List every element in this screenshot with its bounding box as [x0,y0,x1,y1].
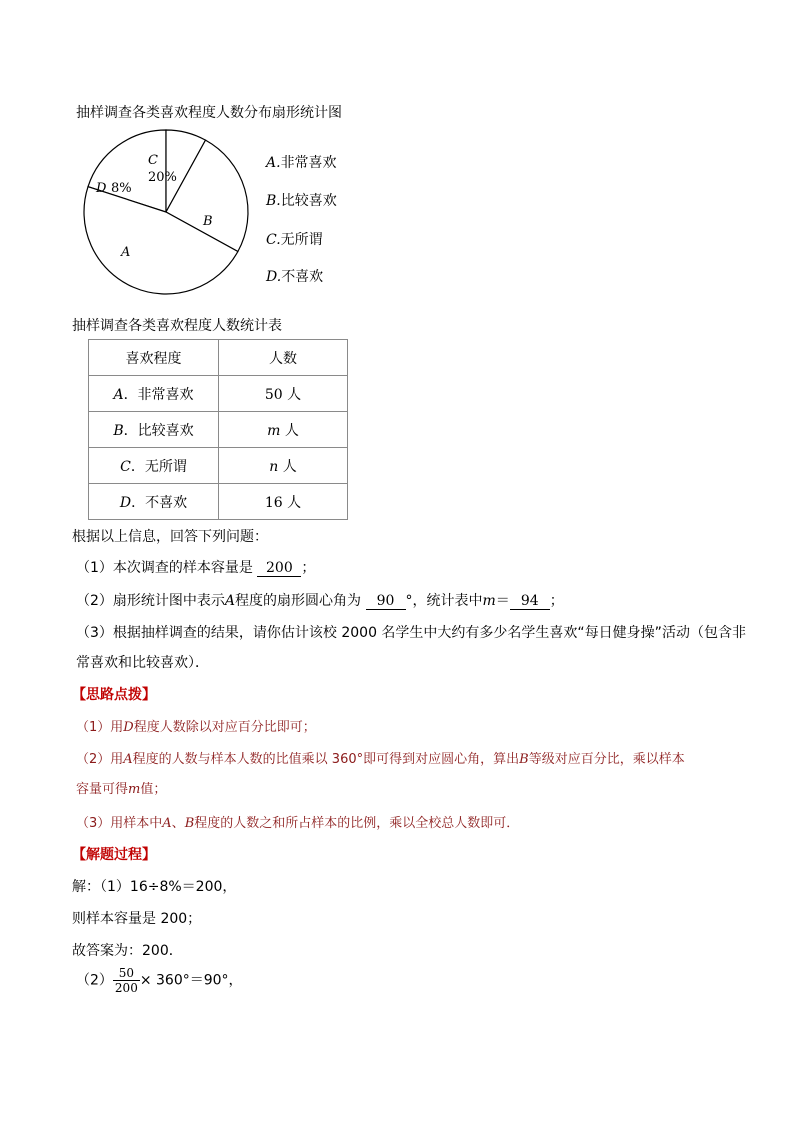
hint-2-line-1: （2）用A程度的人数与样本人数的比值乘以 360°即可得到对应圆心角，算出B等级对应百分比，乘以样本 [76,752,685,767]
table-cell-level: C．无所谓 [89,448,219,484]
table-header-row [89,340,348,376]
table-cell-count: 16 人 [219,484,348,520]
answer-2b: 94 [510,594,550,610]
table-cell-level: D．不喜欢 [89,484,219,520]
table-cell-level: B．比较喜欢 [89,412,219,448]
solution-line-2: 则样本容量是 200； [72,911,202,927]
table-header-level: 喜欢程度 [89,340,219,376]
pie-label-a: A [121,245,131,260]
table-cell-count: m 人 [219,412,348,448]
legend-item-a: A.非常喜欢 [266,155,337,171]
question-2: （2）扇形统计图中表示A程度的扇形圆心角为 90 °，统计表中m＝ 94 ； [76,593,564,609]
table-cell-count: n 人 [219,448,348,484]
table-row [89,448,348,484]
pie-label-c: C [148,153,158,168]
table-row [89,412,348,448]
solution-line-1: 解：（1）16÷8%＝200， [72,879,237,895]
hint-2-line-2: 容量可得m值； [76,782,167,797]
stats-table [88,339,348,520]
table-row [89,376,348,412]
pie-label-d: D [96,181,107,196]
pie-label-d-percent: 8% [111,181,132,196]
intro-text: 根据以上信息，回答下列问题： [72,529,268,545]
solution-heading: 【解题过程】 [72,847,156,863]
answer-2a: 90 [366,594,406,610]
solution-line-3: 故答案为：200． [72,943,183,959]
pie-label-c-percent: 20% [148,170,177,185]
question-1: （1）本次调查的样本容量是 200 ； [76,560,316,576]
legend-item-c: C.无所谓 [266,232,323,248]
hint-1: （1）用D程度人数除以对应百分比即可； [76,720,316,735]
table-title: 抽样调查各类喜欢程度人数统计表 [72,318,282,334]
table-row [89,484,348,520]
pie-label-b: B [203,214,213,229]
fraction: $\frac{50}{200}$ [114,966,138,995]
hint-heading: 【思路点拨】 [72,687,156,703]
pie-chart [80,128,260,304]
question-3-line-2: 常喜欢和比较喜欢）． [76,655,209,671]
solution-line-4: （2） $\frac{50}{200}$ × 360°＝90°， [76,966,243,995]
pie-chart-title: 抽样调查各类喜欢程度人数分布扇形统计图 [76,105,342,121]
legend-item-d: D.不喜欢 [266,269,324,285]
legend-item-b: B.比较喜欢 [266,193,337,209]
answer-1: 200 [257,561,301,577]
hint-3: （3）用样本中A、B程度的人数之和所占样本的比例，乘以全校总人数即可． [76,816,520,831]
table-header-count: 人数 [219,340,348,376]
table-cell-level: A．非常喜欢 [89,376,219,412]
question-3-line-1: （3）根据抽样调查的结果，请你估计该校 2000 名学生中大约有多少名学生喜欢“每日健身操”活动（包含非 [76,625,746,641]
table-cell-count: 50 人 [219,376,348,412]
